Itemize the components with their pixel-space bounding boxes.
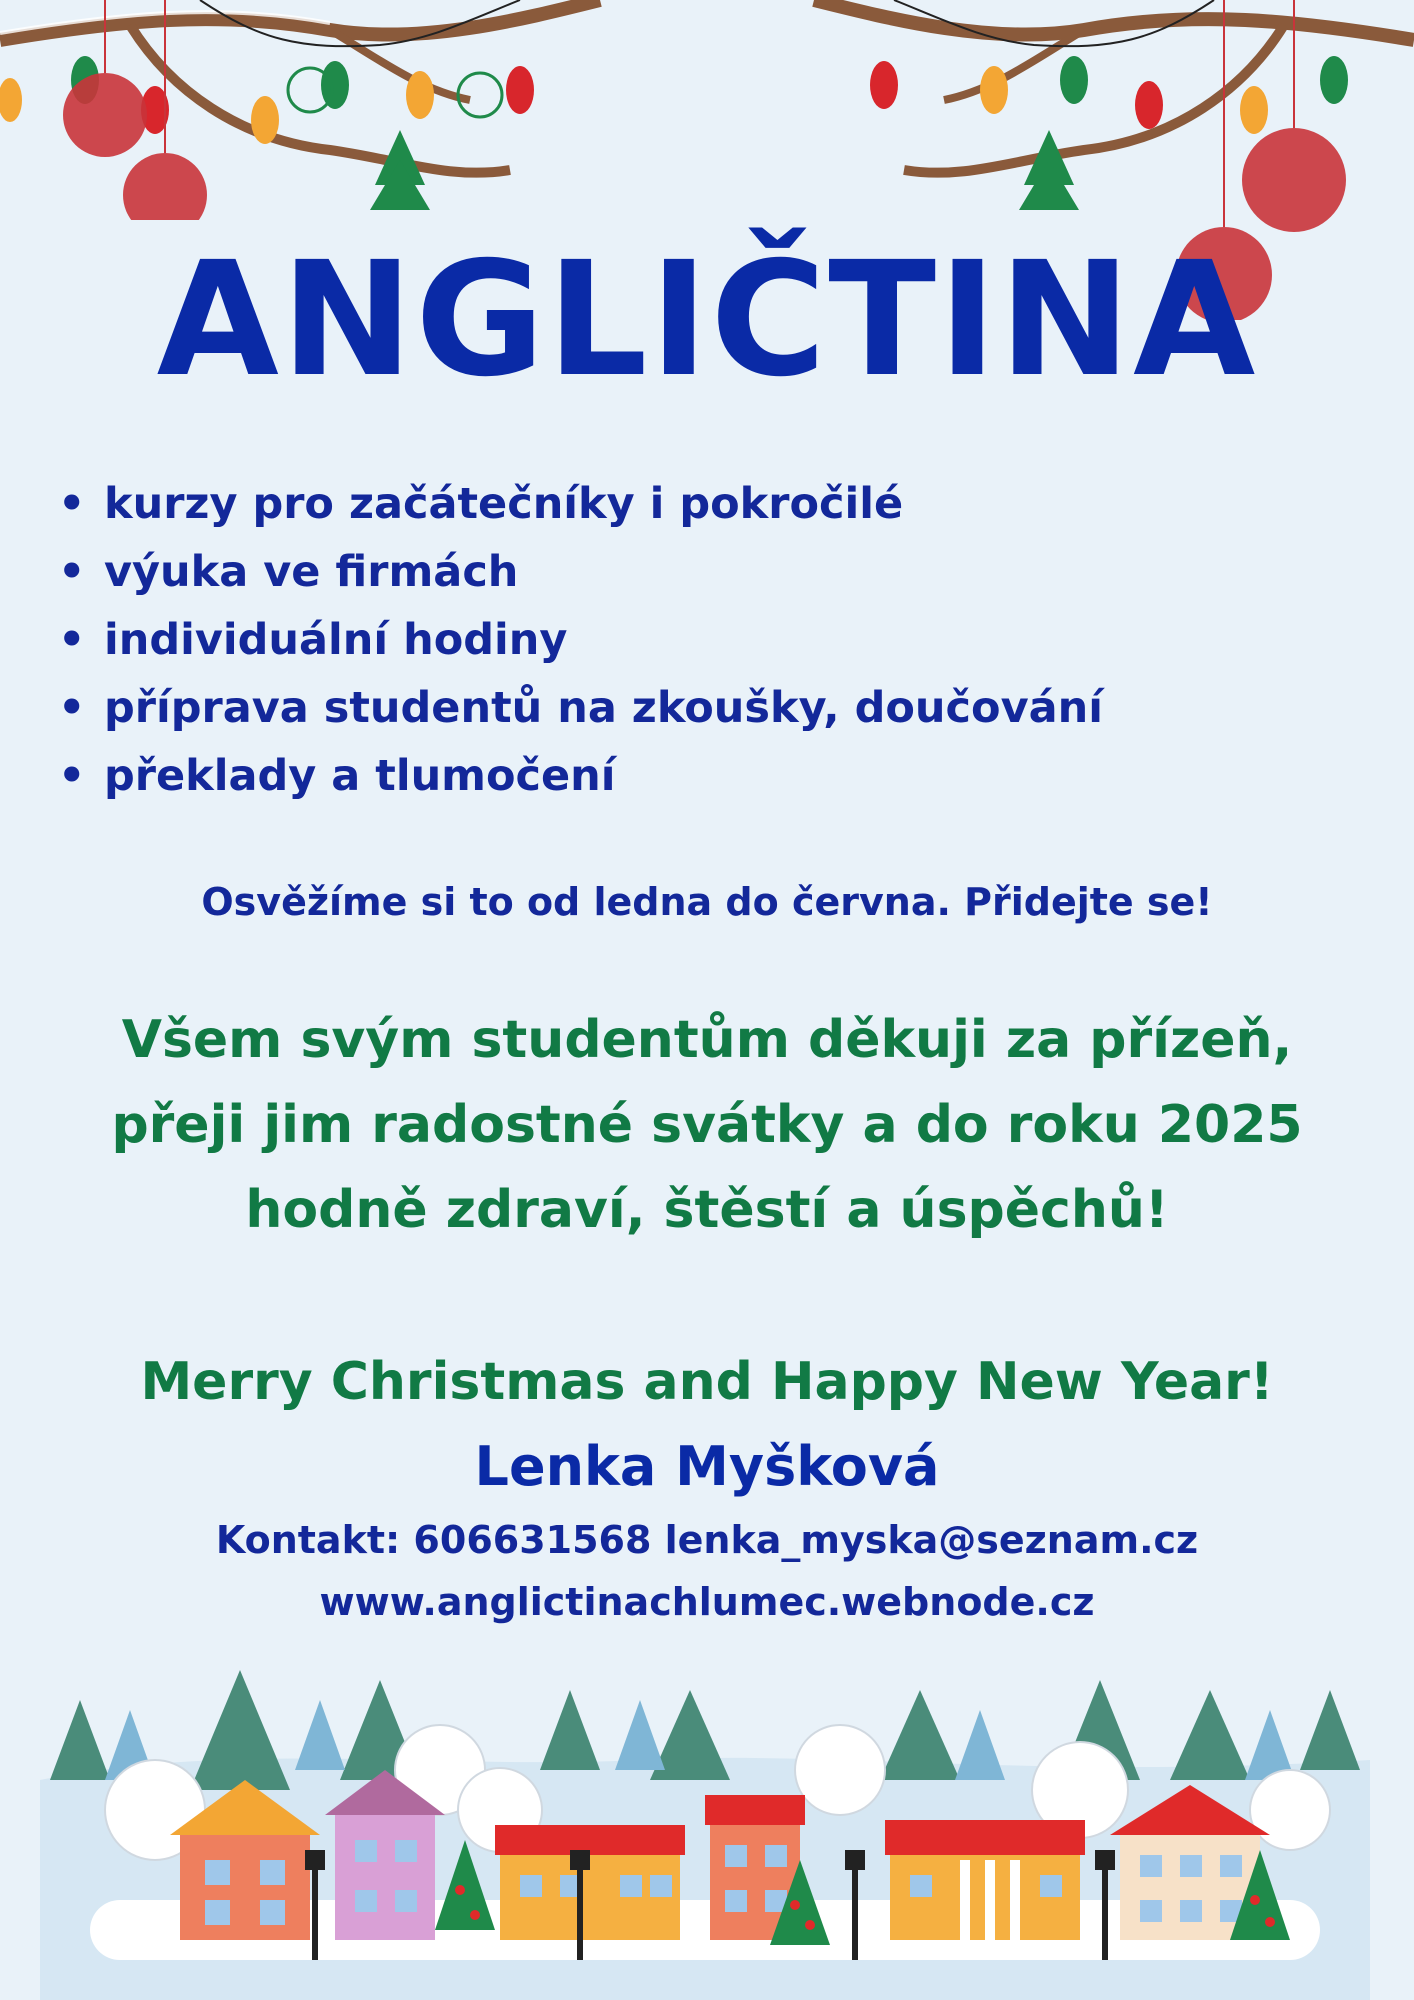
service-label: kurzy pro začátečníky i pokročilé (104, 479, 904, 529)
service-label: výuka ve firmách (104, 547, 519, 597)
list-item (58, 742, 1103, 810)
website-link[interactable]: www.anglictinachlumec.webnode.cz (319, 1580, 1095, 1624)
services-list (58, 470, 1103, 810)
page-title: ANGLIČTINA (156, 228, 1258, 412)
list-item (58, 606, 1103, 674)
list-item (58, 470, 1103, 538)
greeting-line-2: přeji jim radostné svátky a do roku 2025 (111, 1095, 1303, 1155)
winter-village-icon (40, 1660, 1380, 2000)
list-item (58, 538, 1103, 606)
bullet-icon: • (58, 547, 86, 597)
bullet-icon: • (58, 751, 86, 801)
service-label: individuální hodiny (104, 615, 568, 665)
english-greeting: Merry Christmas and Happy New Year! (140, 1352, 1274, 1412)
bullet-icon: • (58, 683, 86, 733)
contact-line: Kontakt: 606631568 lenka_myska@seznam.cz (215, 1518, 1199, 1562)
signature-name: Lenka Myšková (474, 1435, 940, 1498)
bullet-icon: • (58, 479, 86, 529)
service-label: překlady a tlumočení (104, 751, 616, 801)
refresh-line: Osvěžíme si to od ledna do června. Přidejte se! (201, 880, 1213, 924)
bullet-icon: • (58, 615, 86, 665)
greeting-line-1: Všem svým studentům děkuji za přízeň, (121, 1010, 1293, 1070)
list-item (58, 674, 1103, 742)
branch-garland-left-icon (0, 0, 620, 220)
greeting-line-3: hodně zdraví, štěstí a úspěchů! (245, 1180, 1169, 1240)
service-label: příprava studentů na zkoušky, doučování (104, 683, 1103, 733)
